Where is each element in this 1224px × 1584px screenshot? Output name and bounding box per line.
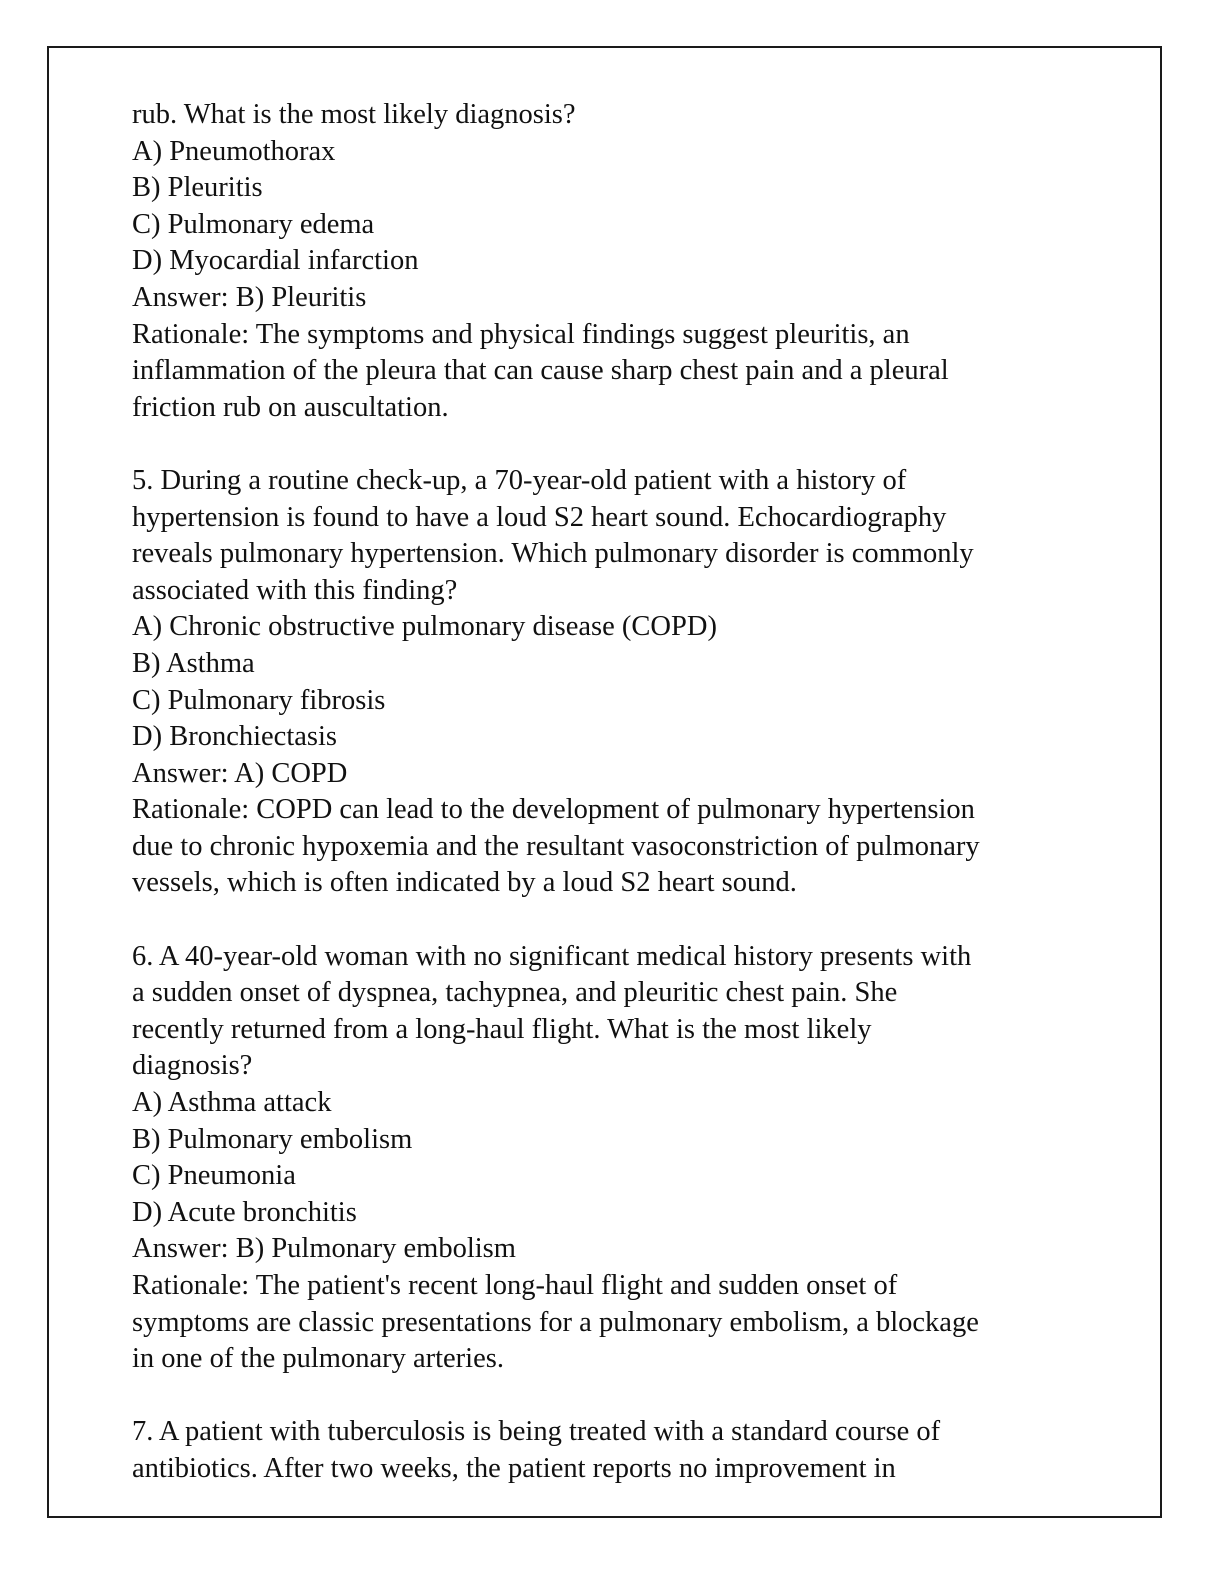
question-stem-line: hypertension is found to have a loud S2 heart sound. Echocardiography bbox=[132, 501, 947, 533]
rationale-line: Rationale: The patient's recent long-haul flight and sudden onset of bbox=[132, 1270, 898, 1301]
rationale-line: Rationale: The symptoms and physical findings suggest pleuritis, an bbox=[132, 318, 910, 350]
question-stem-line: 6. A 40-year-old woman with no significant medical history presents with bbox=[132, 940, 972, 972]
question-6 bbox=[132, 939, 1092, 1378]
answer-line: Answer: B) Pleuritis bbox=[132, 281, 367, 313]
answer-option: B) Asthma bbox=[132, 647, 255, 679]
question-stem-line: a sudden onset of dyspnea, tachypnea, and pleuritic chest pain. She bbox=[132, 977, 898, 1009]
rationale-line: in one of the pulmonary arteries. bbox=[132, 1343, 504, 1375]
answer-option: A) Asthma attack bbox=[132, 1087, 332, 1119]
answer-option: A) Chronic obstructive pulmonary disease (COPD) bbox=[132, 611, 717, 643]
question-stem-line: 5. During a routine check-up, a 70-year-old patient with a history of bbox=[132, 464, 907, 496]
question-stem-line: antibiotics. After two weeks, the patient reports no improvement in bbox=[132, 1452, 896, 1484]
question-stem-line: recently returned from a long-haul flight. What is the most likely bbox=[132, 1013, 872, 1045]
answer-option: A) Pneumothorax bbox=[132, 135, 336, 167]
question-5 bbox=[132, 463, 1092, 902]
paragraph-gap bbox=[132, 426, 1092, 463]
rationale-line: inflammation of the pleura that can cause sharp chest pain and a pleural bbox=[132, 355, 949, 387]
answer-option: C) Pulmonary fibrosis bbox=[132, 684, 386, 716]
answer-option: D) Myocardial infarction bbox=[132, 245, 419, 277]
document-body bbox=[132, 97, 1092, 1488]
answer-option: D) Acute bronchitis bbox=[132, 1196, 357, 1228]
paragraph-gap bbox=[132, 1378, 1092, 1415]
rationale-line: vessels, which is often indicated by a loud S2 heart sound. bbox=[132, 867, 797, 899]
rationale-line: Rationale: COPD can lead to the development of pulmonary hypertension bbox=[132, 794, 975, 826]
question-stem-line: diagnosis? bbox=[132, 1050, 253, 1082]
question-stem-line: rub. What is the most likely diagnosis? bbox=[132, 99, 576, 130]
question-7-start bbox=[132, 1414, 1092, 1487]
answer-line: Answer: B) Pulmonary embolism bbox=[132, 1233, 516, 1265]
question-4-continuation bbox=[132, 97, 1092, 426]
rationale-line: friction rub on auscultation. bbox=[132, 391, 449, 423]
question-stem-line: associated with this finding? bbox=[132, 574, 458, 606]
question-stem-line: reveals pulmonary hypertension. Which pulmonary disorder is commonly bbox=[132, 538, 974, 570]
rationale-line: symptoms are classic presentations for a pulmonary embolism, a blockage bbox=[132, 1306, 979, 1338]
answer-option: D) Bronchiectasis bbox=[132, 721, 337, 753]
answer-option: B) Pleuritis bbox=[132, 172, 263, 204]
question-stem-line: 7. A patient with tuberculosis is being treated with a standard course of bbox=[132, 1416, 941, 1448]
rationale-line: due to chronic hypoxemia and the resultant vasoconstriction of pulmonary bbox=[132, 830, 980, 862]
paragraph-gap bbox=[132, 902, 1092, 939]
answer-line: Answer: A) COPD bbox=[132, 757, 348, 789]
answer-option: C) Pulmonary edema bbox=[132, 208, 375, 240]
answer-option: C) Pneumonia bbox=[132, 1160, 296, 1192]
answer-option: B) Pulmonary embolism bbox=[132, 1123, 413, 1155]
